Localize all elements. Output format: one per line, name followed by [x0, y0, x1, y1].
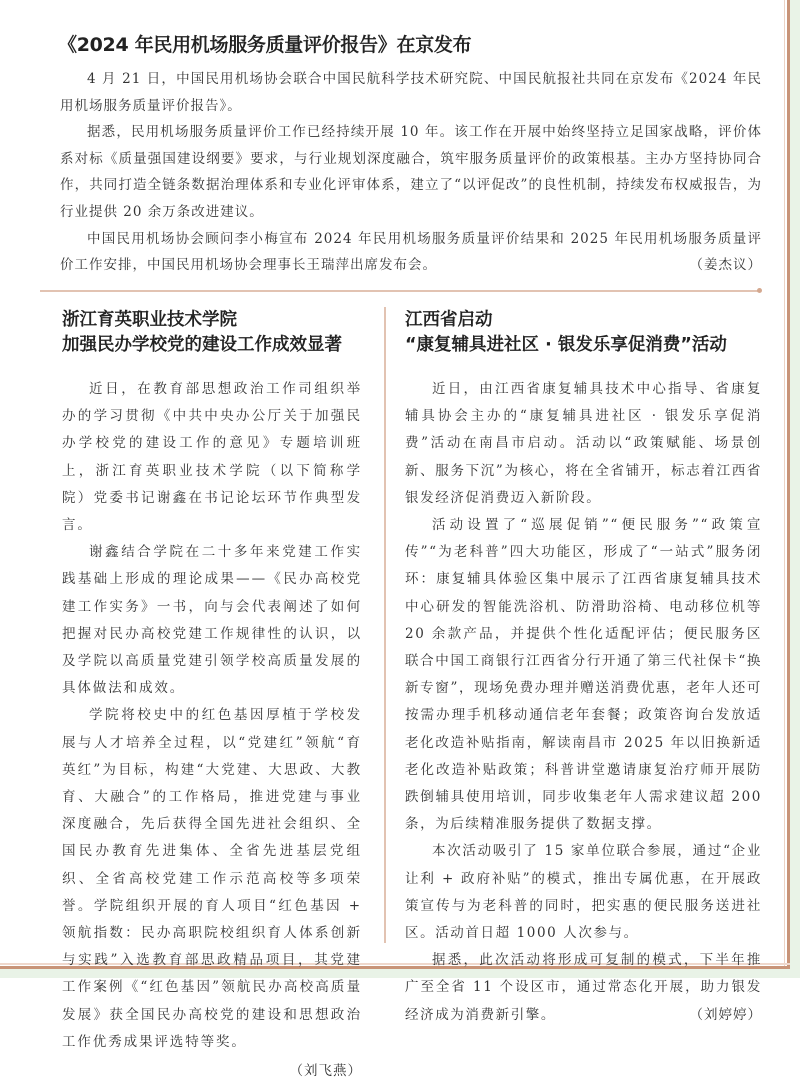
right-article-body: [405, 376, 762, 1029]
title-line: 江西省启动: [405, 310, 493, 330]
paragraph: [405, 947, 762, 1029]
byline: （姜杰议）: [689, 257, 762, 274]
top-article-title: 《2024 年民用机场服务质量评价报告》在京发布: [58, 34, 472, 56]
paragraph-text: 据悉，此次活动将形成可复制的模式，下半年推广至全省 11 个设区市，通过常态化开展，助力银发经济成为消费新引擎。: [405, 952, 762, 1023]
right-article: [405, 308, 762, 1029]
paragraph: 近日，由江西省康复辅具技术中心指导、省康复辅具协会主办的“康复辅具进社区 · 银发乐享促消费”活动在南昌市启动。活动以“政策赋能、场景创新、服务下沉”为核心，将在全省铺开，标志着江西省银发经济促消费迈入新阶段。: [405, 381, 762, 506]
title-line: 浙江育英职业技术学院: [62, 310, 237, 330]
page-border-right: [787, 0, 790, 969]
title-line: “康复辅具进社区 · 银发乐享促消费”活动: [405, 335, 727, 355]
section-divider: [40, 290, 760, 292]
paragraph: 谢鑫结合学院在二十多年来党建工作实践基础上形成的理论成果——《民办高校党建工作实务》一书，向与会代表阐述了如何把握对民办高校党建工作规律性的认识，以及学院以高质量党建引领学校高质量发展的具体做法和成效。: [62, 544, 362, 697]
paragraph: 活动设置了“巡展促销”“便民服务”“政策宣传”“为老科普”四大功能区，形成了“一站式”服务闭环：康复辅具体验区集中展示了江西省康复辅具技术中心研发的智能洗浴机、防滑助浴椅、电动移位机等 20 余款产品，并提供个性化适配评估；便民服务区联合中国工商银行江西省分行开通了第三代社保卡“换新专窗”，现场免费办理并赠送消费优惠，老年人还可按需办理手机移动通信老年套餐；政策咨询台发放适老化改造补贴指南，解读南昌市 2025 年以旧换新适老化改造补贴政策；科普讲堂邀请康复治疗师开展防跌倒辅具使用培训，同步收集老年人需求建议超 200 条，为后续精准服务提供了数据支撑。: [405, 517, 762, 833]
paragraph: 据悉，民用机场服务质量评价工作已经持续开展 10 年。该工作在开展中始终坚持立足国家战略，评价体系对标《质量强国建设纲要》要求，与行业规划深度融合，筑牢服务质量评价的政策根基。主办方坚持协同合作，共同打造全链条数据治理体系和专业化评审体系，建立了“以评促改”的良性机制，持续发布权威报告，为行业提供 20 余万条改进建议。: [60, 124, 762, 220]
left-article: [62, 308, 362, 1085]
divider-dot: [757, 288, 762, 293]
page-margin: [790, 0, 800, 978]
paragraph-text: 中国民用机场协会顾问李小梅宣布 2024 年民用机场服务质量评价结果和 2025 年民用机场服务质量评价工作安排，中国民用机场协会理事长王瑞萍出席发布会。: [60, 230, 762, 274]
right-article-title: [405, 308, 762, 358]
paragraph: [60, 226, 762, 279]
column-divider: [384, 307, 386, 943]
top-article-body: [60, 66, 762, 279]
paragraph: 学院将校史中的红色基因厚植于学校发展与人才培养全过程，以“党建红”领航“育英红”为目标，构建“大党建、大思政、大教育、大融合”的工作格局，推进党建与事业深度融合，先后获得全国先进社会组织、全国民办教育先进集体、全省先进基层党组织、全省高校党建工作示范高校等多项荣誉。学院组织开展的育人项目“红色基因 + 领航指数：民办高职院校组织育人体系创新与实践”入选教育部思政精品项目，其党建工作案例《“红色基因”领航民办高校高质量发展》获全国民办高校党的建设和思想政治工作优秀成果评选特等奖。: [62, 707, 362, 1050]
paragraph: 本次活动吸引了 15 家单位联合参展，通过“企业让利 + 政府补贴”的模式，推出专属优惠，在开展政策宣传与为老科普的同时，把实惠的便民服务送进社区。活动首日超 1000 人次参与。: [405, 843, 762, 942]
byline: （刘飞燕）: [289, 1063, 362, 1080]
page-border-inner: [784, 0, 785, 969]
left-article-body: [62, 376, 362, 1085]
paragraph: 近日，在教育部思想政治工作司组织举办的学习贯彻《中共中央办公厅关于加强民办学校党的建设工作的意见》专题培训班上，浙江育英职业技术学院（以下简称学院）党委书记谢鑫在书记论坛环节作典型发言。: [62, 381, 362, 534]
title-line: 加强民办学校党的建设工作成效显著: [62, 335, 342, 355]
paragraph: 4 月 21 日，中国民用机场协会联合中国民航科学技术研究院、中国民航报社共同在京发布《2024 年民用机场服务质量评价报告》。: [60, 71, 762, 114]
left-article-title: [62, 308, 362, 358]
byline: （刘婷婷）: [689, 1006, 762, 1023]
